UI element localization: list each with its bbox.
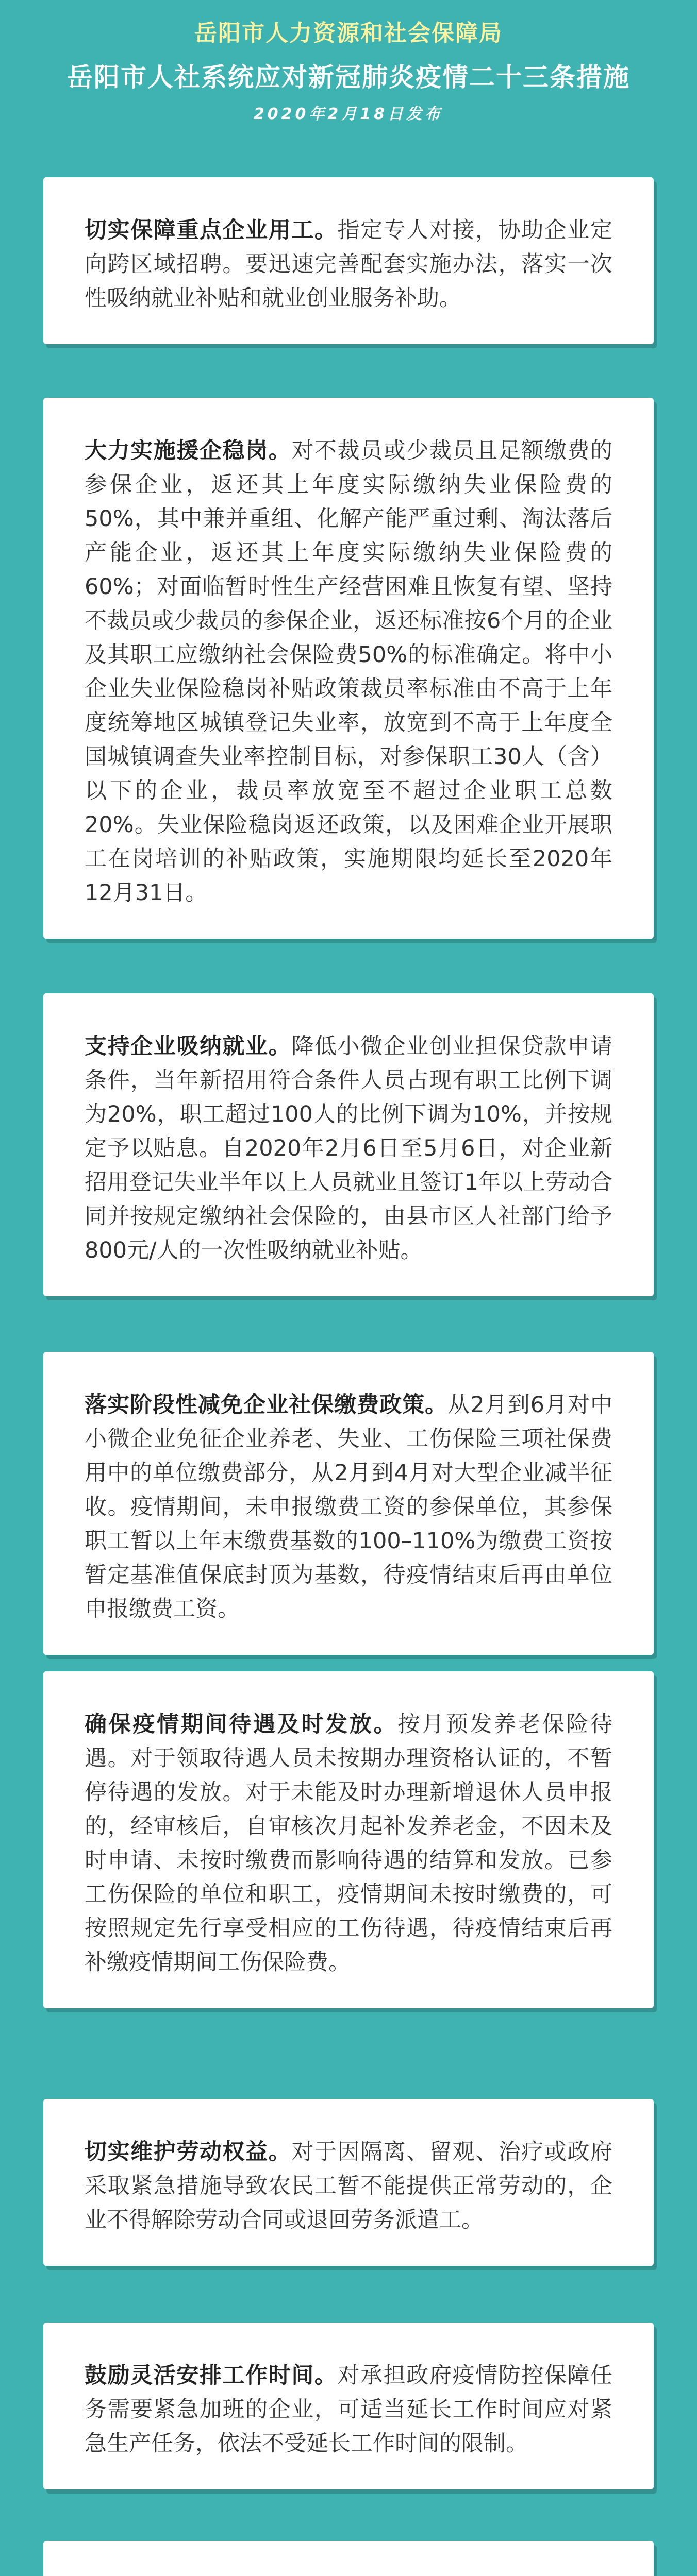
measure-text (85, 1029, 612, 1267)
measure-text (85, 2135, 612, 2237)
measure-card-1 (43, 177, 654, 344)
measure-title: 确保疫情期间待遇及时发放。 (85, 1711, 398, 1737)
measure-card-2 (43, 398, 654, 939)
measure-body: 降低小微企业创业担保贷款申请条件，当年新招用符合条件人员占现有职工比例下调为20%，职工超过100人的比例下调为10%，并按规定予以贴息。自2020年2月6日至5月6日，对企业新招用登记失业半年以上人员就业且签订1年以上劳动合同并按规定缴纳社会保险的，由县市区人社部门给予800元/人的一次性吸纳就业补贴。 (85, 1033, 613, 1263)
measure-text (85, 434, 612, 910)
measure-card-5 (43, 1671, 654, 2008)
header-banner (0, 0, 697, 148)
measure-card-6 (43, 2099, 654, 2266)
measure-body: 对于因隔离、留观、治疗或政府采取紧急措施导致农民工暂不能提供正常劳动的，企业不得解除劳动合同或退回劳务派遣工。 (85, 2139, 613, 2233)
measure-body: 对不裁员或少裁员且足额缴费的参保企业，返还其上年度实际缴纳失业保险费的50%，其中兼并重组、化解产能严重过剩、淘汰落后产能企业，返还其上年度实际缴纳失业保险费的60%；对面临暂时性生产经营困难且恢复有望、坚持不裁员或少裁员的参保企业，返还标准按6个月的企业及其职工应缴纳社会保险费50%的标准确定。将中小企业失业保险稳岗补贴政策裁员率标准由不高于上年度统筹地区城镇登记失业率，放宽到不高于上年度全国城镇调查失业率控制目标，对参保职工30人（含）以下的企业，裁员率放宽至不超过企业职工总数20%。失业保险稳岗返还政策，以及困难企业开展职工在岗培训的补贴政策，实施期限均延长至2020年12月31日。 (85, 438, 613, 906)
measure-body: 对承担政府疫情防控保障任务需要紧急加班的企业，可适当延长工作时间应对紧急生产任务，依法不受延长工作时间的限制。 (85, 2363, 612, 2456)
measure-text (85, 1707, 612, 1979)
measure-title: 鼓励灵活安排工作时间。 (85, 2363, 338, 2388)
measure-text (85, 1388, 612, 1626)
measure-title: 支持企业吸纳就业。 (85, 1033, 292, 1059)
measure-body: 指定专人对接，协助企业定向跨区域招聘。要迅速完善配套实施办法，落实一次性吸纳就业补贴和就业创业服务补助。 (85, 217, 612, 311)
measure-title: 切实保障重点企业用工。 (85, 217, 338, 243)
measure-text (85, 213, 612, 315)
measure-text (85, 2359, 612, 2461)
organization-name: 岳阳市人力资源和社会保障局 (194, 20, 503, 46)
measure-card-3 (43, 993, 654, 1296)
measure-body: 按月预发养老保险待遇。对于领取待遇人员未按期办理资格认证的，不暂停待遇的发放。对于未能及时办理新增退休人员申报的，经审核后，自审核次月起补发养老金，不因未及时申请、未按时缴费而影响待遇的结算和发放。已参工伤保险的单位和职工，疫情期间未按时缴费的，可按照规定先行享受相应的工伤待遇，待疫情结束后再补缴疫情期间工伤保险费。 (85, 1711, 613, 1975)
measure-body: 从2月到6月对中小微企业免征企业养老、失业、工伤保险三项社保费用中的单位缴费部分，从2月到4月对大型企业减半征收。疫情期间，未申报缴费工资的参保单位，其参保职工暂以上年末缴费基数的100–110%为缴费工资按暂定基准值保底封顶为基数，待疫情结束后再由单位申报缴费工资。 (85, 1392, 613, 1622)
page-title: 岳阳市人社系统应对新冠肺炎疫情二十三条措施 (67, 62, 630, 92)
publish-date: 2020年2月18日发布 (253, 105, 444, 123)
measure-title: 切实维护劳动权益。 (85, 2139, 292, 2165)
measure-title: 大力实施援企稳岗。 (85, 438, 292, 464)
measure-card-8 (43, 2541, 654, 2576)
measure-card-7 (43, 2323, 654, 2489)
measure-card-4 (43, 1352, 654, 1655)
measure-title: 落实阶段性减免企业社保缴费政策。 (85, 1392, 448, 1418)
